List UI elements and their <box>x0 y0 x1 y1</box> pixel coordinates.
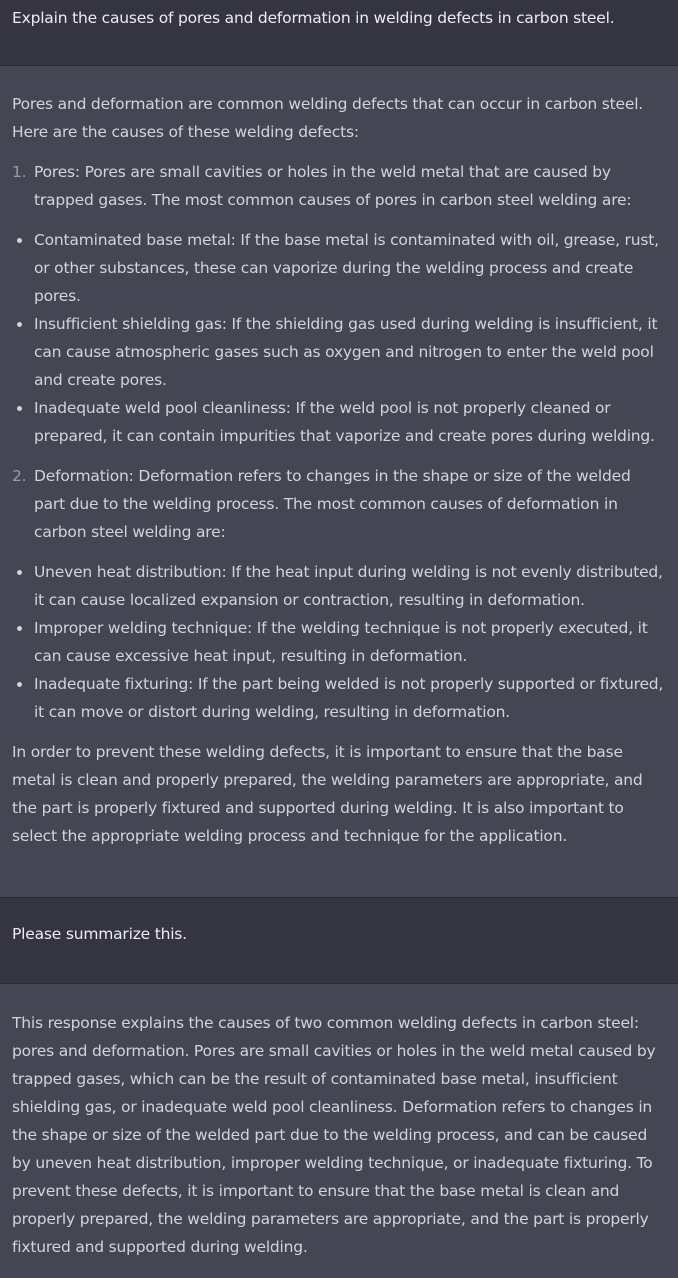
bullet-text: Improper welding technique: If the welding technique is not properly executed, it can cause excessive heat input, resulting in deformation. <box>34 619 648 665</box>
bullet-dot <box>17 626 22 631</box>
bullet-item <box>12 310 666 394</box>
assistant-message <box>0 984 678 1278</box>
user-message <box>0 898 678 984</box>
bullet-item <box>12 394 666 450</box>
bullet-text: Inadequate weld pool cleanliness: If the weld pool is not properly cleaned or prepared, it can contain impurities that vaporize and create pores during welding. <box>34 399 655 445</box>
list-item-text: Deformation: Deformation refers to changes in the shape or size of the welded part due to the welding process. The most common causes of deformation in carbon steel welding are: <box>34 467 631 541</box>
bullet-text: Uneven heat distribution: If the heat input during welding is not evenly distributed, it can cause localized expansion or contraction, resulting in deformation. <box>34 563 663 609</box>
bullet-item <box>12 558 666 614</box>
list-item <box>12 462 666 546</box>
bullet-item <box>12 614 666 670</box>
bullet-item <box>12 670 666 726</box>
bullet-list <box>12 558 666 726</box>
bullet-dot <box>17 570 22 575</box>
user-message <box>0 0 678 66</box>
conclusion-paragraph: In order to prevent these welding defects, it is important to ensure that the base metal is clean and properly prepared, the welding parameters are appropriate, and the part is properly fixtured and supported during welding. It is also important to select the appropriate welding process and technique for the application. <box>12 743 643 845</box>
list-number: 2. <box>12 467 27 485</box>
list-item-text: Pores: Pores are small cavities or holes in the weld metal that are caused by trapped gases. The most common causes of pores in carbon steel welding are: <box>34 163 632 209</box>
bullet-dot <box>17 238 22 243</box>
user-message-text: Please summarize this. <box>12 925 187 943</box>
list-item <box>12 158 666 214</box>
numbered-list <box>12 158 666 214</box>
bullet-text: Contaminated base metal: If the base metal is contaminated with oil, grease, rust, or other substances, these can vaporize during the welding process and create pores. <box>34 231 659 305</box>
bullet-dot <box>17 682 22 687</box>
intro-paragraph: Pores and deformation are common welding defects that can occur in carbon steel. Here are the causes of these welding defects: <box>12 95 644 141</box>
list-number: 1. <box>12 163 27 181</box>
bullet-text: Insufficient shielding gas: If the shielding gas used during welding is insufficient, it can cause atmospheric gases such as oxygen and nitrogen to enter the weld pool and create pores. <box>34 315 658 389</box>
numbered-list <box>12 462 666 546</box>
summary-paragraph: This response explains the causes of two common welding defects in carbon steel: pores and deformation. Pores are small cavities or holes in the weld metal caused by trapped gases, which can be the result of contaminated base metal, insufficient shielding gas, or inadequate weld pool cleanliness. Deformation refers to changes in the shape or size of the welded part due to the welding process, and can be caused by uneven heat distribution, improper welding technique, or inadequate fixturing. To prevent these defects, it is important to ensure that the base metal is clean and properly prepared, the welding parameters are appropriate, and the part is properly fixtured and supported during welding. <box>12 1014 656 1256</box>
assistant-message <box>0 66 678 898</box>
bullet-item <box>12 226 666 310</box>
bullet-dot <box>17 406 22 411</box>
bullet-list <box>12 226 666 450</box>
user-message-text: Explain the causes of pores and deformation in welding defects in carbon steel. <box>12 9 615 27</box>
bullet-text: Inadequate fixturing: If the part being welded is not properly supported or fixtured, it can move or distort during welding, resulting in deformation. <box>34 675 664 721</box>
bullet-dot <box>17 322 22 327</box>
